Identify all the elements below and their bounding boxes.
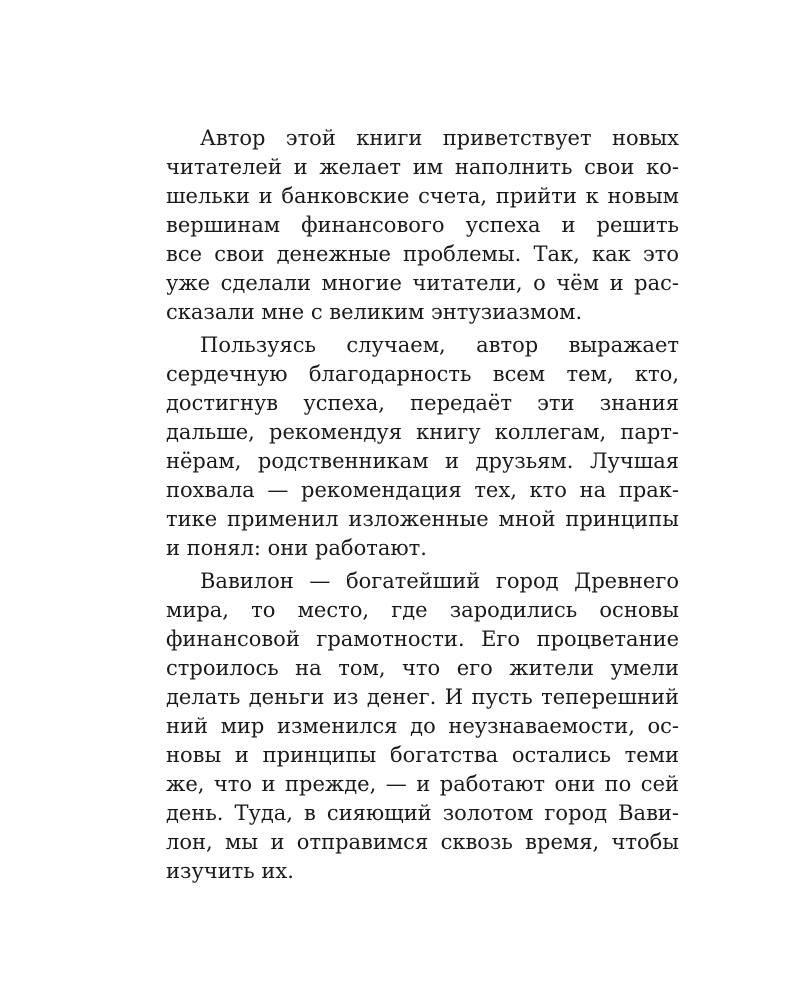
text-line: новы и принципы богатства остались теми (166, 743, 679, 767)
text-line: Автор этой книги приветствует новых (200, 126, 679, 150)
text-line: дальше, рекомендуя книгу коллегам, парт- (166, 420, 679, 444)
text-line: изучить их. (166, 859, 294, 883)
text-line: день. Туда, в сияющий золотом город Вави- (166, 801, 679, 825)
text-line: делать деньги из денег. И пусть теперешний (166, 685, 679, 709)
text-line: же, что и прежде, — и работают они по сей (166, 772, 679, 796)
text-line: Вавилон — богатейший город Древнего (200, 569, 679, 593)
text-line: вершинам финансового успеха и решить (166, 213, 679, 237)
text-line: похвала — рекомендация тех, кто на прак- (166, 478, 679, 502)
text-line: ний мир изменился до неузнаваемости, ос- (166, 714, 679, 738)
body-text (166, 124, 679, 890)
text-line: шельки и банковские счета, прийти к новым (166, 184, 679, 208)
text-line: Пользуясь случаем, автор выражает (200, 333, 679, 357)
paragraph-1 (166, 124, 679, 327)
text-line: все свои денежные проблемы. Так, как это (166, 242, 679, 266)
text-line: и понял: они работают. (166, 536, 427, 560)
text-line: сердечную благодарность всем тем, кто, (166, 362, 679, 386)
paragraph-3 (166, 567, 679, 886)
text-line: нёрам, родственникам и друзьям. Лучшая (166, 449, 679, 473)
text-line: достигнув успеха, передаёт эти знания (166, 391, 679, 415)
text-line: сказали мне с великим энтузиазмом. (166, 300, 583, 324)
text-line: мира, то место, где зародились основы (166, 598, 679, 622)
text-line: читателей и желает им наполнить свои ко- (166, 155, 679, 179)
text-line: финансовой грамотности. Его процветание (166, 627, 679, 651)
text-line: тике применил изложенные мной принципы (166, 507, 679, 531)
text-line: строилось на том, что его жители умели (166, 656, 679, 680)
text-line: лон, мы и отправимся сквозь время, чтобы (166, 830, 679, 854)
paragraph-2 (166, 331, 679, 563)
text-line: уже сделали многие читатели, о чём и рас- (166, 271, 679, 295)
